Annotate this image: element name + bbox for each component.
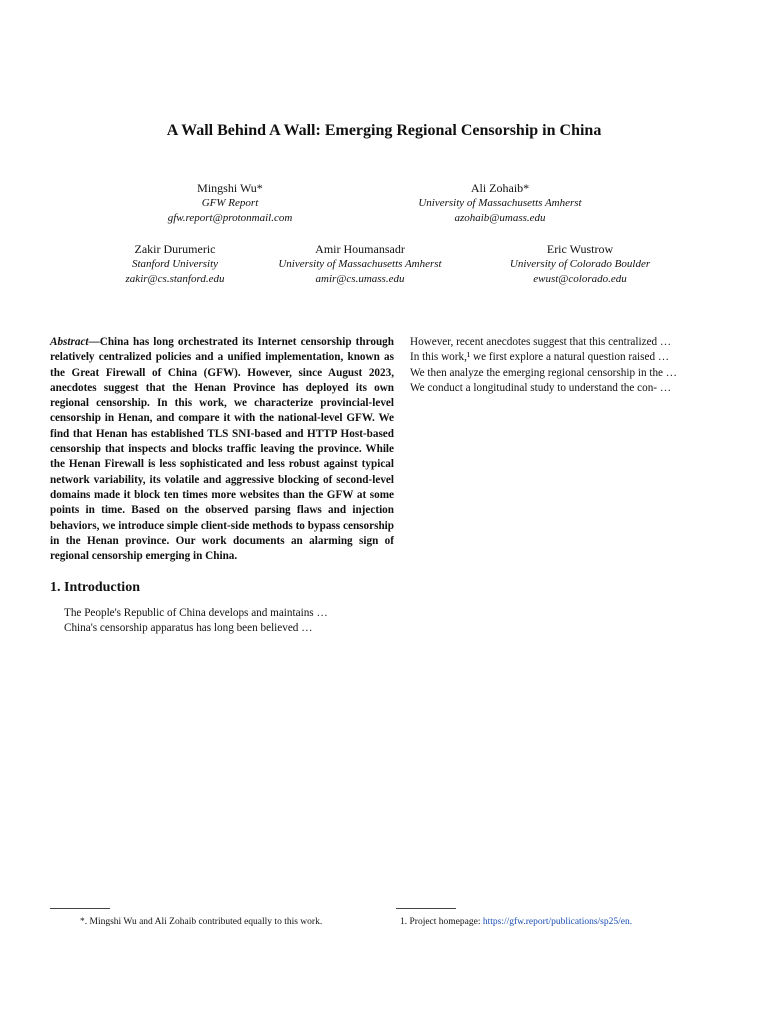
author-block-3 bbox=[90, 241, 260, 287]
author-affiliation: Stanford University bbox=[131, 258, 219, 270]
author-block-5 bbox=[480, 241, 680, 287]
author-name: Amir Houmansadr bbox=[315, 242, 405, 256]
footnote-left: *. Mingshi Wu and Ali Zohaib contributed equally to this work. bbox=[80, 917, 323, 927]
author-block-4 bbox=[255, 241, 465, 287]
author-email: azohaib@umass.edu bbox=[454, 212, 546, 224]
abstract-lead: Abstract bbox=[50, 336, 89, 348]
paper-title: A Wall Behind A Wall: Emerging Regional Censorship in China bbox=[166, 122, 602, 139]
author-affiliation: University of Colorado Boulder bbox=[509, 258, 651, 270]
author-block-2 bbox=[380, 180, 620, 226]
author-name: Mingshi Wu* bbox=[197, 181, 263, 195]
author-name: Zakir Durumeric bbox=[134, 242, 216, 256]
author-name: Eric Wustrow bbox=[546, 242, 614, 256]
author-email: ewust@colorado.edu bbox=[533, 273, 627, 285]
body-paragraph: We conduct a longitudinal study to understand the con- … bbox=[410, 381, 672, 394]
body-paragraph: In this work,¹ we first explore a natural question raised … bbox=[410, 351, 670, 364]
left-column bbox=[50, 335, 394, 636]
abstract bbox=[50, 335, 394, 564]
right-column bbox=[396, 335, 740, 396]
author-email: gfw.report@protonmail.com bbox=[167, 212, 293, 224]
footnote-rule-left bbox=[50, 908, 110, 909]
body-paragraph: We then analyze the emerging regional censorship in the … bbox=[410, 366, 677, 379]
abstract-text: —China has long orchestrated its Internet censorship through relatively centralized policies and a unified implementation, known as the Great Firewall of China (GFW). However, since August 2023, anecdotes suggest that the Henan Province has deployed its own regional censorship. In this work, we characterize provincial-level censorship in Henan, and compare it with the national-level GFW. We find that Henan has established TLS SNI-based and HTTP Host-based censorship that inspects and blocks traffic leaving the province. While the Henan Firewall is less sophisticated and less robust against typical network variability, its volatile and aggressive blocking of second-level domains made it block ten times more websites than the GFW at some points in time. Based on the observed parsing flaws and injection behaviors, we introduce simple client-side methods to bypass censorship in the Henan province. Our work documents an alarming sign of regional censorship emerging in China. bbox=[50, 336, 394, 563]
footnote-right bbox=[400, 916, 730, 928]
author-affiliation: GFW Report bbox=[201, 197, 259, 209]
footnote-rule-right bbox=[396, 908, 456, 909]
footnote-label: 1. Project homepage: bbox=[400, 917, 483, 927]
author-affiliation: University of Massachusetts Amherst bbox=[278, 258, 442, 270]
author-name: Ali Zohaib* bbox=[470, 181, 530, 195]
author-block-1 bbox=[120, 180, 340, 226]
project-homepage-link[interactable]: https://gfw.report/publications/sp25/en. bbox=[482, 917, 633, 927]
body-paragraph: China's censorship apparatus has long been believed … bbox=[64, 622, 313, 635]
body-paragraph: The People's Republic of China develops and maintains … bbox=[64, 606, 328, 619]
author-email: amir@cs.umass.edu bbox=[315, 273, 405, 285]
author-email: zakir@cs.stanford.edu bbox=[125, 273, 225, 285]
section-heading: 1. Introduction bbox=[50, 580, 140, 596]
body-paragraph: However, recent anecdotes suggest that this centralized … bbox=[410, 336, 672, 348]
author-affiliation: University of Massachusetts Amherst bbox=[418, 197, 582, 209]
